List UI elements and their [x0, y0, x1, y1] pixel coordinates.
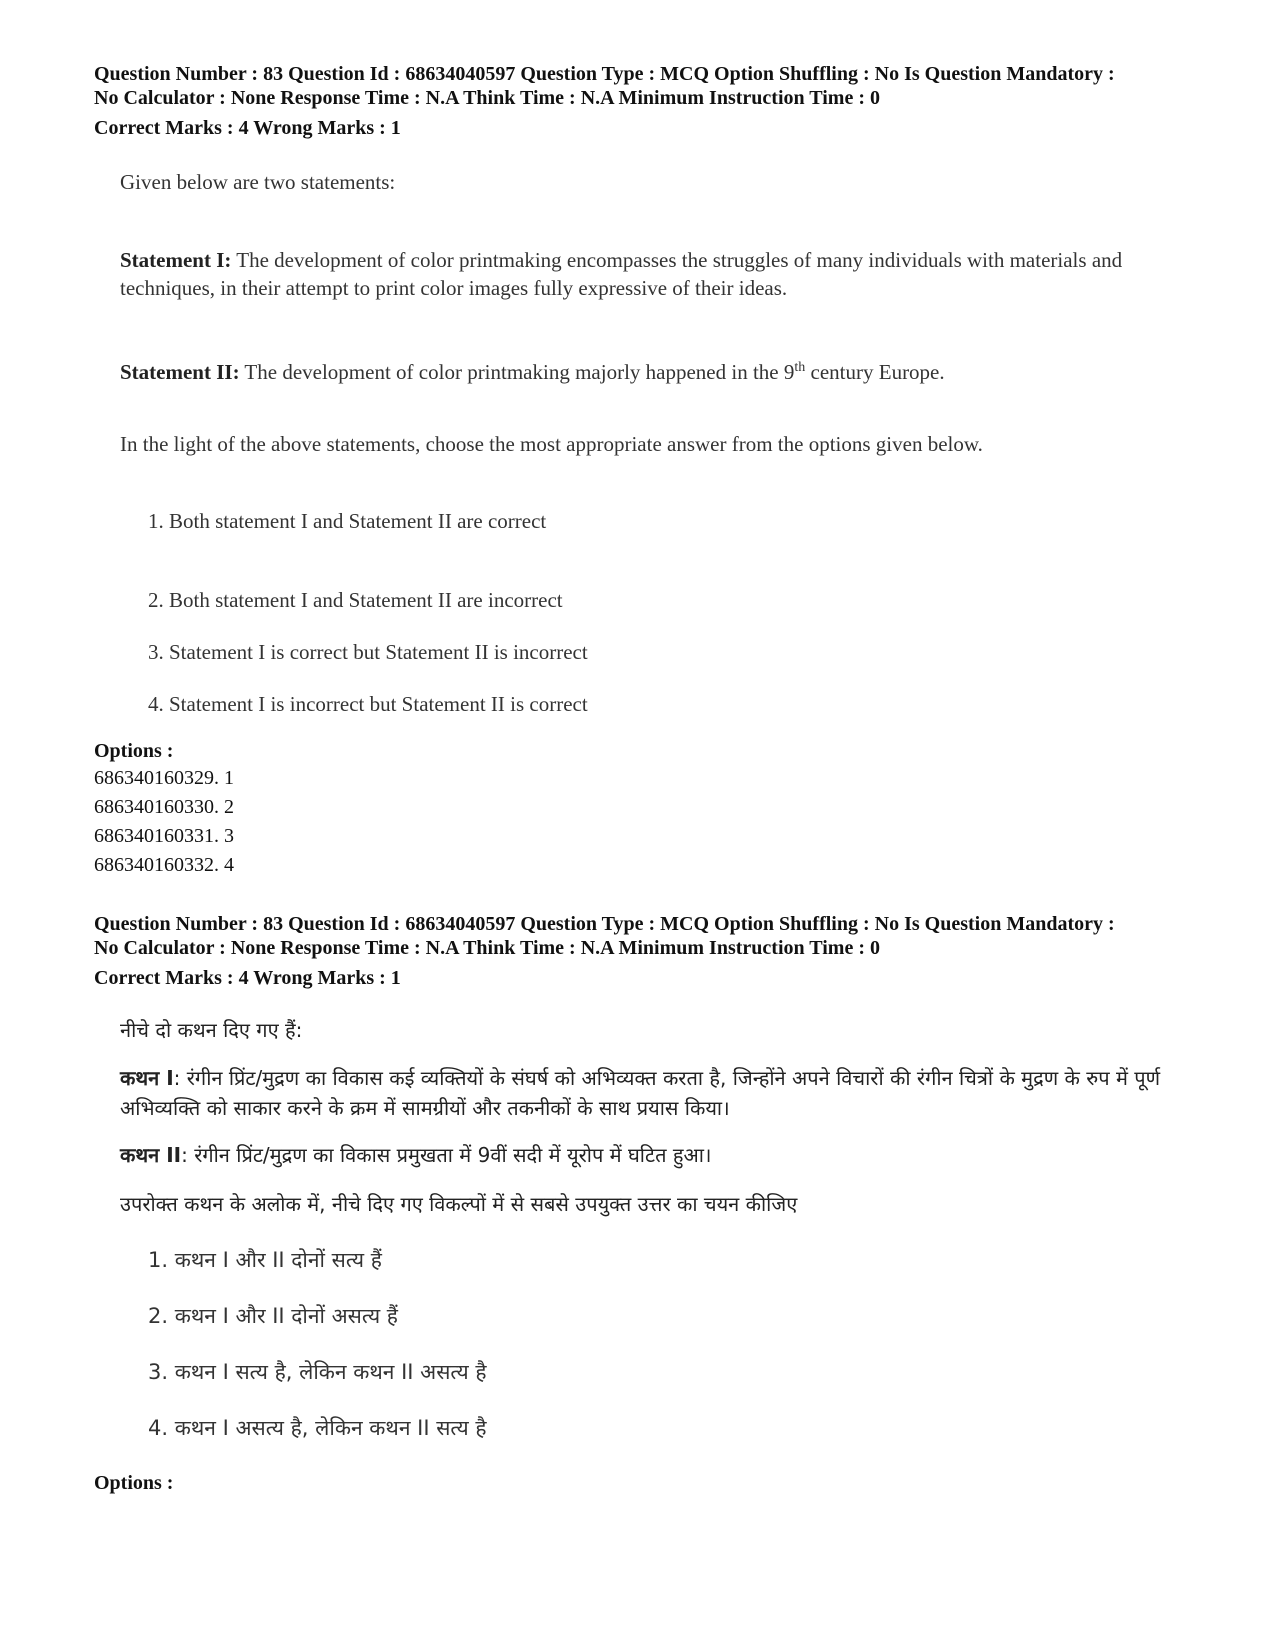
statement-1-label-hi: कथन I — [120, 1066, 174, 1090]
question-prompt-2: उपरोक्त कथन के अलोक में, नीचे दिए गए विकल्पों में से सबसे उपयुक्त उत्तर का चयन कीजिए — [120, 1192, 798, 1216]
option-id-3: 686340160331. 3 — [94, 825, 234, 847]
choice-4-hi: 4. कथन I असत्य है, लेकिन कथन II सत्य है — [148, 1416, 487, 1440]
options-label-2: Options : — [94, 1472, 174, 1494]
statement-2-text-b: century Europe. — [805, 360, 945, 384]
statement-2-text-a: The development of color printmaking majorly happened in the 9 — [239, 360, 795, 384]
statement-2-label-hi: कथन II — [120, 1143, 182, 1167]
question-meta-2 — [94, 912, 1204, 960]
statement-2-en — [120, 354, 1200, 386]
question-prompt-1: In the light of the above statements, choose the most appropriate answer from the options given below. — [120, 432, 983, 456]
statement-2-hi — [120, 1140, 1200, 1170]
meta-line-1: Question Number : 83 Question Id : 68634040597 Question Type : MCQ Option Shuffling : No Is Question Mandatory : — [94, 63, 1115, 85]
choice-3-en: 3. Statement I is correct but Statement II is incorrect — [148, 640, 588, 664]
statement-2-text-hi: : रंगीन प्रिंट/मुद्रण का विकास प्रमुखता में 9वीं सदी में यूरोप में घटित हुआ। — [181, 1143, 712, 1167]
statement-1-en — [120, 246, 1200, 302]
marks-1: Correct Marks : 4 Wrong Marks : 1 — [94, 117, 401, 139]
choice-4-en: 4. Statement I is incorrect but Statement II is correct — [148, 692, 588, 716]
meta-line-2: No Calculator : None Response Time : N.A Think Time : N.A Minimum Instruction Time : 0 — [94, 937, 880, 959]
statement-1-text-hi: : रंगीन प्रिंट/मुद्रण का विकास कई व्यक्तियों के संघर्ष को अभिव्यक्त करता है, जिन्होंने अपने विचारों की रंगीन चित्रों के मुद्रण के रुप में पूर्ण अभिव्यक्ति को साकार करने के क्रम में सामग्रीयों और तकनीकों के साथ प्रयास किया। — [120, 1066, 1161, 1120]
choice-2-en: 2. Both statement I and Statement II are incorrect — [148, 588, 563, 612]
statement-2-label: Statement II: — [120, 360, 240, 384]
option-id-1: 686340160329. 1 — [94, 767, 234, 789]
question-meta-1 — [94, 62, 1204, 110]
options-label-1: Options : — [94, 740, 174, 762]
statement-1-hi — [120, 1063, 1200, 1123]
choice-1-en: 1. Both statement I and Statement II are correct — [148, 509, 547, 533]
statement-1-label: Statement I: — [120, 248, 232, 272]
statement-2-sup: th — [794, 360, 806, 375]
question-intro-1: Given below are two statements: — [120, 170, 396, 194]
choice-1-hi: 1. कथन I और II दोनों सत्य हैं — [148, 1248, 382, 1272]
meta-line-1: Question Number : 83 Question Id : 68634040597 Question Type : MCQ Option Shuffling : No Is Question Mandatory : — [94, 913, 1115, 935]
marks-2: Correct Marks : 4 Wrong Marks : 1 — [94, 967, 401, 989]
statement-1-text: The development of color printmaking encompasses the struggles of many individuals with materials and techniques, in their attempt to print color images fully expressive of their ideas. — [120, 248, 1123, 300]
choice-2-hi: 2. कथन I और II दोनों असत्य हैं — [148, 1304, 398, 1328]
option-id-list — [94, 764, 234, 880]
option-id-4: 686340160332. 4 — [94, 854, 234, 876]
question-intro-2: नीचे दो कथन दिए गए हैं: — [120, 1018, 303, 1042]
meta-line-2: No Calculator : None Response Time : N.A Think Time : N.A Minimum Instruction Time : 0 — [94, 87, 880, 109]
choice-3-hi: 3. कथन I सत्य है, लेकिन कथन II असत्य है — [148, 1360, 487, 1384]
option-id-2: 686340160330. 2 — [94, 796, 234, 818]
